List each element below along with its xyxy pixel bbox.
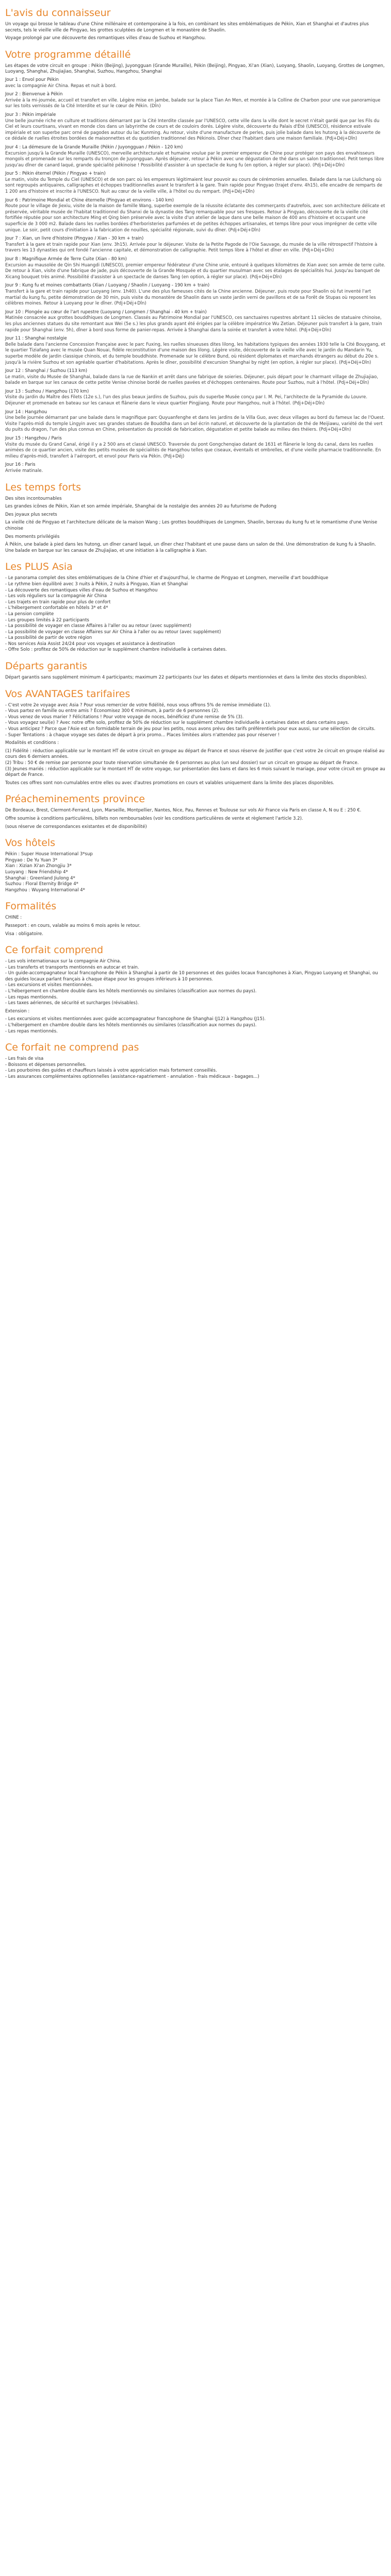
day-title: Jour 16 : Paris: [5, 462, 36, 468]
ne-comprend-title: Ce forfait ne comprend pas: [5, 1042, 139, 1054]
day-body: Belle balade dans l'ancienne Concession Française avec le parc Fuxing, les ruelles sinueuses dites lilong, les habitations typiques des années 1930 telle la Cité Bouygang, et le quartier Tiziafang avec le musée Quan Nouai, fidèle reconstitution d'une maison des lilong. Légère visite, découverte de la vieille ville avec le jardin du Mandarin Yu, superbe modèle de jardin classique chinois, et du temple bouddhiste. Promenade sur le célèbre Bund, où résident diplomates et marchands étrangers au début du 20e s. jusqu'à la rivière Suzhou et son agréable quartier d'habitations. Après le dîner, possibilité d'excursion Shanghai by night (en option, à régler sur place). (Pdj+Déj+Dîn): [5, 342, 385, 365]
plus-asia-item: - Le panorama complet des sites emblématiques de la Chine d'hier et d'aujourd'hui, le charme de Pingyao et Longmen, merveille d'art bouddhique: [5, 575, 329, 581]
day-title: Jour 5 : Pékin éternel (Pékin / Pingyao + train): [5, 171, 106, 177]
connaisseur-section: [5, 7, 386, 42]
day-body: Route pour le village de Jiexiu, visite de la maison de famille Wang, superbe exemple de la réussite éclatante des commerçants d'autrefois, avec son architecture délicate et préservée, véritable musée de l'habitat traditionnel du Shanxi de la dynastie des Tang remarquable pour ses fresques. Retour à Pingyao, découverte de la vieille cité fortifiée réputée pour son architecture Ming et Qing bien préservée avec la visite d'un atelier de laque dans une belle maison de 400 ans d'histoire et occupant une superficie de 3 000 m2. Balade dans les ruelles bordées d'herboristeries parfumées et de petites échoppes artisanales, et temps libre pour vous imprégner de cette ville unique. Le soir, petit cours d'initiation à la fabrication de nouilles, spécialité régionale, suivi du dîner. (Pdj+Déj+Dîn): [5, 204, 385, 233]
day-item: [5, 436, 386, 460]
ne-comprend-section: [5, 1042, 386, 1080]
day-body: Arrivée à la mi-journée, accueil et transfert en ville. Légère mise en jambe, balade sur la place Tian An Men, et montée à la Colline de Charbon pour une vue panoramique sur les toits vernissés de la Cité Interdite et sur le cœur de Pékin. (Dîn): [5, 97, 381, 109]
modalites-title: Modalités et conditions :: [5, 740, 59, 746]
temps-fort-heading: Des joyaux plus secrets: [5, 512, 57, 517]
ne-comprend-item: - Boissons et dépenses personnelles.: [5, 1062, 87, 1067]
comprend-list: [5, 959, 386, 1007]
temps-forts-title: Les temps forts: [5, 481, 81, 493]
avantage-item: - Super Tentations : à chaque voyage ses dates de départ à prix promo... Places limitées alors n'attendez pas pour réserver !: [5, 732, 280, 738]
comprend-item: - Les taxes aériennes, de sécurité et surcharges (révisables).: [5, 1001, 139, 1006]
day-item: [5, 198, 386, 234]
day-title: Jour 11 : Shanghai nostalgie: [5, 336, 67, 342]
avantages-section: [5, 688, 386, 787]
preacheminements-paragraph: (sous réserve de correspondances existantes et de disponibilité): [5, 824, 147, 829]
plus-asia-list: [5, 575, 386, 653]
hotel-item: Hangzhou : Wuyang International 4*: [5, 887, 85, 893]
day-item: [5, 92, 386, 110]
day-item: [5, 283, 386, 307]
temps-fort-heading: Des moments privilégiés: [5, 534, 60, 539]
day-body: Une belle journée démarrant par une balade dans le magnifique parc Quyuanfenghe et dans les jardins de la Villa Guo, avec deux villages au bord du fameux lac de l'Ouest. Visite l'après-midi du temple Lingyin avec ses grandes statues de Bouddha dans un bel écrin naturel, et découverte de la plantation de thé de Meijiawu, variété de thé vert du puits du dragon, l'un des plus connus en Chine, présentation du procédé de fabrication, dégustation et petite balade au milieu des théiers. (Pdj+Déj+Dîn): [5, 415, 385, 433]
avantages-list: [5, 703, 386, 739]
hotel-item: Shanghai : Greenland Jiulong 4*: [5, 875, 75, 881]
day-title: Jour 3 : Pékin impériale: [5, 112, 56, 117]
tour-page: [0, 7, 391, 1080]
programme-title: Votre programme détaillé: [5, 48, 131, 60]
day-item: [5, 171, 386, 195]
modalite-item: (2) Tribu : 50 € de remise par personne pour toute réservation simultanée de 6 personnes au plus (un seul dossier) sur un circuit en groupe au départ de France.: [5, 760, 359, 766]
avantages-footer: Toutes ces offres sont non-cumulables entre elles ou avec d'autres promotions en cours et valables uniquement dans la limite des places disponibles.: [5, 780, 334, 786]
plus-asia-item: - Les groupes limités à 22 participants: [5, 617, 89, 623]
day-title: Jour 1 : Envol pour Pékin: [5, 77, 59, 82]
plus-asia-item: - L'hébergement confortable en hôtels 3* et 4*: [5, 605, 108, 611]
departs-section: [5, 660, 386, 681]
day-body: Transfert à la gare et train rapide pour Xian (env. 3h15). Arrivée pour le déjeuner. Visite de la Petite Pagode de l'Oie Sauvage, du musée de la ville rétrospectif l'histoire à travers les 13 dynasties qui ont fondé l'ancienne capitale, et démonstration de calligraphie. Petit temps libre à l'hôtel et dîner en ville. (Pdj+Déj+Dîn): [5, 242, 378, 253]
preacheminements-section: [5, 793, 386, 830]
hotels-section: [5, 837, 386, 893]
comprend-item: - Les vols internationaux sur la compagnie Air China.: [5, 959, 121, 964]
preacheminements-paragraph: De Bordeaux, Brest, Clermont-Ferrand, Lyon, Marseille, Montpellier, Nantes, Nice, Pau, Rennes et Toulouse sur vols Air France via Paris en classe A, N ou E : 250 €.: [5, 808, 362, 814]
day-body: Arrivée matinale.: [5, 468, 43, 473]
day-item: [5, 310, 386, 333]
temps-fort-heading: Des sites incontournables: [5, 496, 62, 501]
connaisseur-title: L'avis du connaisseur: [5, 7, 111, 19]
day-title: Jour 9 : Kung fu et moines combattants (Xian / Luoyang / Shaolin / Luoyang - 190 km + train): [5, 283, 210, 289]
formalites-title: Formalités: [5, 901, 57, 912]
plus-asia-item: - Offre Solo : profitez de 50% de réduction sur le supplément chambre individuelle à certaines dates.: [5, 647, 227, 653]
day-title: Jour 12 : Shanghai / Suzhou (113 km): [5, 368, 88, 374]
day-title: Jour 14 : Hangzhou: [5, 409, 47, 415]
day-body: Une belle journée riche en culture et traditions démarrant par la Cité Interdite classée par l'UNESCO, cette ville dans la ville dont le secret n'était gardé que par les Fils du Ciel et leurs courtisans, vivant en monde clos dans un labyrinthe de cours et de couloirs dorés. Légère visite, découverte du Palais d'Été (UNESCO), résidence estivale impériale et son superbe parc orné de pagodes autour du lac Kunming. Au retour, visite d'une manufacture de perles, puis jolie balade dans les hutong à la découverte de ce dédale de ruelles étroites bordées de maisonnettes et du quotidien traditionnel des Pékinois. Dîner chez l'habitant dans une maison familiale. (Pdj+Déj+Dîn): [5, 118, 381, 142]
modalite-item: (3) Jeunes mariés : réduction applicable sur le montant HT de votre voyage, sur présentation des bans et dans les 6 mois suivant le mariage, pour votre circuit en groupe au départ de France.: [5, 766, 385, 778]
preacheminements-title: Préacheminements province: [5, 793, 145, 805]
day-body: Transfert à la gare et train rapide pour Luoyang (env. 1h40). L'une des plus fameuses cités de la Chine ancienne. Déjeuner, puis route pour Shaolin où fut inventé l'art martial du kung fu, petite démonstration de 30 min, puis visite du monastère de Shaolin dans un vaste jardin verni de pavillons et de sa Forêt de Stupas où reposent les célèbres moines. Retour à Luoyang pour le dîner. (Pdj+Déj+Dîn): [5, 289, 376, 307]
comprend-item: - L'hébergement en chambre double dans les hôtels mentionnés ou similaires (classification aux normes du pays).: [5, 989, 257, 994]
day-title: Jour 10 : Plongée au cœur de l'art rupestre (Luoyang / Longmen / Shanghai - 40 km + train): [5, 309, 207, 315]
extension-item: - L'hébergement en chambre double dans les hôtels mentionnés ou similaires (classification aux normes du pays).: [5, 1023, 257, 1028]
modalite-item: (1) Fidélité : réduction applicable sur le montant HT de votre circuit en groupe au départ de France et sous réserve de justifier que c'est votre 2e circuit en groupe réalisé au cours des 6 derniers années.: [5, 748, 385, 760]
day-title: Jour 15 : Hangzhou / Paris: [5, 436, 62, 442]
ne-comprend-item: - Les pourboires des guides et chauffeurs laissés à votre appréciation mais fortement conseillés.: [5, 1068, 217, 1074]
day-item: [5, 368, 386, 386]
plus-asia-item: - La possibilité de partir de votre région: [5, 635, 92, 641]
comprend-section: [5, 944, 386, 1035]
hotels-title: Vos hôtels: [5, 837, 56, 849]
extension-item: - Les excursions et visites mentionnées avec guide accompagnateur francophone de Shanghai (J12) à Hangzhou (J15).: [5, 1016, 266, 1022]
temps-fort-text: La vieille cité de Pingyao et l'architecture délicate de la maison Wang ; Les grottes bouddhiques de Longmen, Shaolin, berceau du kung fu et le romantisme d'une Venise chinoise: [5, 520, 378, 531]
plus-asia-item: - Les vols réguliers sur la compagnie Air China: [5, 594, 107, 599]
programme-intro: Les étapes de votre circuit en groupe : Pékin (Beijing), Juyongguan (Grande Muraille), Pékin (Beijing), Pingyao, Xi'an (Xian), Luoyang, Shaolin, Luoyang, Grottes de Longmen, Luoyang, Shanghai, Zhujiajiao, Shanghai, Suzhou, Hangzhou, Shanghai: [5, 63, 385, 75]
formalites-section: [5, 901, 386, 937]
ne-comprend-list: [5, 1056, 386, 1080]
ne-comprend-item: - Les frais de visa: [5, 1056, 44, 1062]
comprend-item: - Un guide-accompagnateur local francophone de Pékin à Shanghai à partir de 10 personnes et des guides locaux francophones à Xian, Pingyao Luoyang et Shanghai, ou des guides locaux parlant français à chaque étape pour les groupes inférieurs à 10 personnes.: [5, 971, 378, 982]
comprend-item: - Les transferts et transports mentionnés en autocar et train.: [5, 964, 139, 970]
comprend-title: Ce forfait comprend: [5, 944, 104, 956]
day-body: Visite du musée du Grand Canal, érigé il y a 2 500 ans et classé UNESCO. Traversée du pont Gongchenqiao datant de 1631 et flânerie le long du canal, dans les ruelles animées de ce quartier ancien, visite des petits musées de spécialités de Hangzhou telles que ciseaux, éventails et ombrelles, et d'une vieille pharmacie traditionnelle. En milieu d'après-midi, transfert à l'aéroport, et envol pour Paris via Pékin. (Pdj+Déj): [5, 442, 381, 459]
day-item: [5, 410, 386, 433]
hotel-item: Xian : Xizian Xi'an Zhongjiu 3*: [5, 863, 72, 869]
hotel-item: Luoyang : New Friendship 4*: [5, 869, 68, 875]
ne-comprend-item: - Les assurances complémentaires optionnelles (assistance-rapatriement - annulation - frais médicaux - bagages...): [5, 1074, 259, 1079]
plus-asia-item: - La découverte des romantiques villes d'eau de Suzhou et Hangzhou: [5, 587, 158, 593]
hotels-list: [5, 852, 386, 893]
formalites-paragraph: CHINE :: [5, 915, 22, 921]
day-item: [5, 336, 386, 366]
hotel-item: Suzhou : Floral Eternity Bridge 4*: [5, 882, 78, 887]
modalites-list: [5, 749, 386, 778]
day-item: [5, 462, 386, 474]
plus-asia-item: - La possibilité de voyager en classe Affaires à l'aller ou au retour (avec supplément): [5, 623, 191, 629]
day-item: [5, 145, 386, 168]
day-body: Excursion au mausolée de Qin Shi Huangdi (UNESCO), premier empereur fédérateur d'une Chine unie, entouré à quelques kilomètres de Xian avec son armée de terre cuite. De retour à Xian, visite d'une fabrique de jade, puis découverte de la Grande Mosquée et du quartier musulman avec ses étalages de spécialités hui. Jusqu'au banquet de Xicang bouquet très animé. Possibilité d'assister à un spectacle de danses Tang (en option, à régler sur place). (Pdj+Déj+Dîn): [5, 262, 386, 280]
day-body: Excursion jusqu'à la Grande Muraille (UNESCO), merveille architecturale et humaine voulue par le premier empereur de Chine pour protéger son pays des envahisseurs mongols et promenade sur les remparts du tronçon de Juyongguan. Après déjeuner, retour à Pékin avec une dégustation de thé dans un salon traditionnel. Petit temps libre jusqu'au dîner de canard laqué, grande spécialité pékinoise ! Possibilité d'assister à un spectacle de kung fu (en option, à régler sur place). (Pdj+Déj+Dîn): [5, 150, 384, 168]
day-body: avec la compagnie Air China. Repas et nuit à bord.: [5, 83, 117, 89]
plus-asia-item: - Les trajets en train rapide pour plus de confort: [5, 599, 111, 605]
formalites-paragraph: Passeport : en cours, valable au moins 6 mois après le retour.: [5, 923, 141, 928]
hotel-item: Pékin : Super House International 3*sup: [5, 852, 93, 857]
day-body: Le matin, visite du Temple du Ciel (UNESCO) et de son parc où les empereurs légitimaient leur pouvoir au cours de cérémonies annuelles. Balade dans la rue Liulichang où sont regroupés antiquaires, calligraphes et échoppes traditionnelles avant le transfert à la gare. Train rapide pour Pingyao (trajet d'env. 4h15), elle encadre de remparts de 1 200 ans d'histoire et inscrite à l'UNESCO. Nuit au cœur de la vieille ville, à l'hôtel ou du rempart. (Pdj+Déj+Dîn): [5, 177, 383, 195]
comprend-item: - Les excursions et visites mentionnées.: [5, 982, 93, 988]
temps-fort-text: Les grandes icônes de Pékin, Xian et son armée impériale, Shanghai de la nostalgie des années 20 au futurisme de Pudong: [5, 504, 276, 510]
preacheminements-paragraph: Offre soumise à conditions particulières, billets non remboursables (voir les conditions particulières de vente et règlement l'article 3.2).: [5, 816, 303, 821]
day-list: [5, 77, 386, 474]
plus-asia-item: - La pension complète: [5, 611, 54, 617]
connaisseur-paragraph: Voyage prolongé par une découverte des romantiques villes d'eau de Suzhou et Hangzhou.: [5, 36, 206, 41]
day-title: Jour 6 : Patrimoine Mondial et Chine éternelle (Pingyao et environs - 140 km): [5, 197, 174, 203]
extension-title: Extension :: [5, 1008, 30, 1014]
plus-asia-section: [5, 561, 386, 653]
programme-section: [5, 49, 386, 474]
plus-asia-item: - Nos services Asia Assist 24/24 pour vos voyages et assistance à destination: [5, 641, 175, 647]
day-item: [5, 236, 386, 254]
temps-forts-section: [5, 482, 386, 554]
avantage-item: - C'est votre 2e voyage avec Asia ? Pour vous remercier de votre fidélité, nous vous offrons 5% de remise immédiate (1).: [5, 702, 271, 708]
avantage-item: - Vous anticipez ? Parce que l'Asie est un formidable terrain de jeu pour les petits, nous avons prévu des tarifs préférentiels pour eux aussi, sur une sélection de circuits.: [5, 726, 376, 732]
plus-asia-item: - La possibilité de voyager en classe Affaires sur Air China à l'aller ou au retour (avec supplément): [5, 629, 221, 635]
day-title: Jour 8 : Magnifique Armée de Terre Cuite (Xian - 80 km): [5, 257, 127, 262]
day-body: Le matin, visite du Musée de Shanghai, balade dans la rue de Nankin et arrêt dans une fabrique de soieries. Déjeuner, puis départ pour le charmant village de Zhujiajiao, balade en barque sur les canaux de cette petite Venise chinoise bordé de ruelles pavées et d'échoppes centenaires. Route pour Suzhou, nuit à l'hôtel. (Pdj+Déj+Dîn): [5, 374, 379, 386]
day-title: Jour 4 : La démesure de la Grande Muraille (Pékin / Juyongguan / Pékin - 120 km): [5, 144, 183, 150]
day-title: Jour 2 : Bienvenue à Pékin: [5, 92, 63, 97]
day-item: [5, 77, 386, 89]
plus-asia-item: - Le rythme bien équilibré avec 3 nuits à Pékin, 2 nuits à Pingyao, Xian et Shanghai: [5, 581, 188, 587]
day-item: [5, 257, 386, 280]
avantage-item: - Vous venez de vous marier ? Félicitations ! Pour votre voyage de noces, bénéficiez d'une remise de 5% (3).: [5, 714, 244, 720]
day-title: Jour 7 : Xian, un livre d'histoire (Pingyao / Xian - 30 km + train): [5, 236, 144, 242]
extension-list: [5, 1016, 386, 1035]
avantages-title: Vos AVANTAGES tarifaires: [5, 688, 131, 700]
formalites-paragraph: Visa : obligatoire.: [5, 931, 43, 937]
departs-text: Départ garantis sans supplément minimum 4 participants; maximum 22 participants (sur les dates et départs mentionnées et dans la limite des stocks disponibles).: [5, 675, 367, 681]
day-body: Visite du jardin du Maître des Filets (12e s.), l'un des plus beaux jardins de Suzhou, puis du superbe Musée conçu par I. M. Pei, l'architecte de la Pyramide du Louvre. Déjeuner et promenade en bateau sur les canaux et flânerie dans le vieux quartier Pingjiang. Route pour Hangzhou, nuit à l'hôtel. (Pdj+Déj+Dîn): [5, 395, 368, 406]
day-title: Jour 13 : Suzhou / Hangzhou (170 km): [5, 388, 89, 394]
temps-forts-list: [5, 496, 386, 554]
plus-asia-title: Les PLUS Asia: [5, 561, 73, 573]
hotel-item: Pingyao : De Yu Yuan 3*: [5, 857, 58, 863]
extension-item: - Les repas mentionnés.: [5, 1028, 58, 1034]
day-body: Matinée consacrée aux grottes bouddhiques de Longmen. Classés au Patrimoine Mondial par l'UNESCO, ces sanctuaires rupestres abritant 11 siècles de statuaire chinoise, les plus anciennes statues du site remontant aux Wei (5e s.) les plus grands ayant été érigées par la célèbre impératrice Wu Zetian. Déjeuner puis transfert à la gare, train rapide pour Shanghai (env. 5h), dîner à bord sous forme de panier-repas. Arrivée à Shanghai dans la soirée et transfert à votre hôtel. (Pdj+Déj+Dîn): [5, 315, 382, 333]
day-item: [5, 389, 386, 407]
departs-title: Départs garantis: [5, 660, 88, 672]
connaisseur-paragraph: Un voyage qui brosse le tableau d'une Chine millénaire et contemporaine à la fois, en combinant les sites emblématiques de Pékin, Xian et Shanghai et d'autres plus secrets, tels le vieille ville de Pingyao, les grottes sculptées de Longmen et le monastère de Shaolin.: [5, 22, 369, 33]
temps-fort-text: À Pékin, une balade à pied dans les hutong, un dîner canard laqué, un dîner chez l'habitant et une pause dans un salon de thé. Une démonstration de kung fu à Shaolin. Une balade en barque sur les canaux de Zhujiajiao, et une initiation à la calligraphie à Xian.: [5, 542, 376, 553]
avantage-item: - Vous voyagez seul(e) ? Avec notre offre solo, profitez de 50% de réduction sur le supplément chambre individuelle à certaines dates et dans certains pays.: [5, 720, 349, 726]
comprend-item: - Les repas mentionnés.: [5, 994, 58, 1000]
day-item: [5, 112, 386, 142]
avantage-item: - Vous partez en famille ou entre amis ? Économisez 300 € minimum, à partir de 6 personnes (2).: [5, 708, 219, 714]
